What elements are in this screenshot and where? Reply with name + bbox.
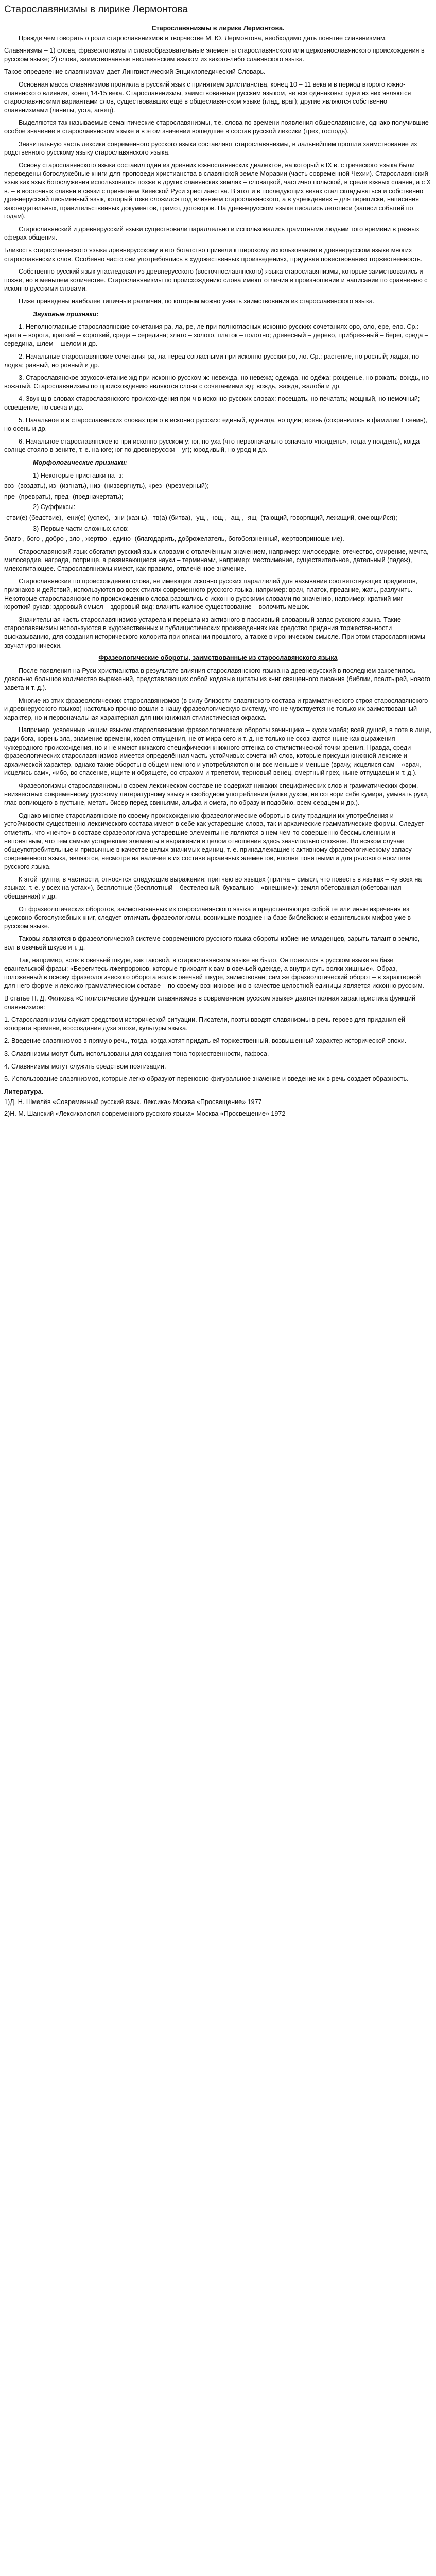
paragraph: Так, например, волк в овечьей шкуре, как таковой, в старославянском языке не было. Он появился в русском языке на базе евангельской фразы: «Берегитесь лжепророков, которые приходят к вам в овечьей одежде, а внутри суть волки хищные». Образ, положенный в основу фразеологического оборота волк в овечьей шкуре, заимствован; сам же фразеологический оборот – в характерной для него форме и лексико-грамматическом составе – по своему возникновению в качестве целостной единицы является исконно русским. [4,956,424,990]
list-item: 4. Славянизмы могут служить средством поэтизации. [4,1062,166,1070]
paragraph: Близость старославянского языка древнерусскому и его богатство привели к широкому использованию в древнерусском языке многих старославянских слов. Особенно часто они употреблялись в художественных произведениях, придавая повествованию торжественность. [4,247,423,263]
paragraph: Старославянский язык обогатил русский язык словами с отвлечённым значением, например: милосердие, отечество, смирение, мечта, милосердие, награда, поприще, а развивающиеся науки – терминами, например: местоимение, существительное, дательный (падеж), млекопитающее. Старославянизмы имеют, как правило, отвлечённое значение. [4,548,429,572]
reference-item: 1)Д. Н. Шмелёв «Современный русский язык. Лексика» Москва «Просвещение» 1977 [4,1098,262,1106]
list-item: 1) Некоторые приставки на -з: [33,471,124,479]
paragraph: Например, усвоенные нашим языком старославянские фразеологические обороты зачинщика – кусок хлеба; всей душой, в поте в лице, ради бога, корень зла, знамение времени, козел отпущения, не от мира сего и т. д. не только не осознаются ныне как выражения чужеродного происхождения, но и не имеют никакого специфически книжного оттенка со стилистической точки зрения. Правда, среди фразеологических старославянизмов имеется определённая часть устойчивых сочетаний слов, которые присущи книжной лексике и архаической характер, однако такие обороты в общем немного и употребляются они все меньше и меньше (врачу, исцелися сам – «врач, исцелись сам», «ибо, во спасение, ищите и обрящете, со страхом и трепетом, терновый венец, смертный грех, ныне отпущаеши и т. д.). [4,726,432,777]
paragraph: Основная масса славянизмов проникла в русский язык с принятием христианства, конец 10 – 11 века и в период второго южно-славянского влияния, конец 14-15 века. Старославянизмы, заимствованные русским языком, не все одинаковы: одни из них являются старославянскими вариантами слов, существовавших ещё в общеславянском языке (глад, враг); другие являются собственно славянизмами (ланиты, уста, агнец). [4,80,411,114]
paragraph: Многие из этих фразеологических старославянизмов (в силу близости славянского состава и грамматического строя старославянского и древнерусского языков) настолько прочно вошли в нашу фразеологическую систему, что не чувствуется не только их заимствованный характер, но и первоначальная характерная для них книжная стилистическая окраска. [4,697,428,721]
paragraph: Старославянские по происхождению слова, не имеющие исконно русских параллелей для называния соответствующих предметов, признаков и действий, используются во всех стилях современного русского языка, например: врач, платок, предание, жать, разлучить. Некоторые старославянские по происхождению слова разошлись с исконно русскими словами по значению, например: краткий миг – короткий рукав; здоровый смысл – здоровый вид; влачить жалкое существование – волочить мешок. [4,578,418,611]
reference-item: 2)Н. М. Шанский «Лексикология современного русского языка» Москва «Просвещение» 1972 [4,1110,286,1117]
paragraph: От фразеологических оборотов, заимствованных из старославянского языка и представляющих собой те или иные изречения из церковно-богослужебных книг, следует отличать фразеологизмы, возникшие позднее на базе библейских и евангельских мифов уже в русском языке. [4,905,411,930]
paragraph: Такое определение славянизмам дает Лингвистический Энциклопедический Словарь. [4,68,266,76]
paragraph: Ниже приведены наиболее типичные различия, по которым можно узнать заимствования из старославянского языка. [19,298,375,306]
section-title-morph-features: Морфологические признаки: [33,459,127,466]
list-item: 2. Введение славянизмов в прямую речь, тогда, когда хотят придать ей торжественный, возвышенный характер исторической эпохи. [4,1037,407,1045]
paragraph: Однако многие старославянские по своему происхождению фразеологические обороты в силу традиции их употребления и устойчивости существенно лексического состава имеют в себе как устаревшие слова, так и архаические грамматические формы. Следует отметить, что «нечто» в составе фразеологизма устаревшие элементы не являются в нем чем-то совершенно бессмысленным и непонятным, что тем самым устаревшие элементы в выражении в целом отношения здесь значительно сложнее. Во всяком случае общеупотребительные и привычные в качестве целых значимых единиц, т. е. принадлежащие к активному фразеологическому запасу современного языка, являются, несмотря на наличие в их составе архаичных элементов, вполне понятными и для рядового носителя русского языка. [4,811,425,871]
list-item: воз- (воздать), из- (изгнать), низ- (низвергнуть), чрез- (чрезмерный); [4,482,209,490]
document-page [0,0,436,1134]
list-item: -стви(е) (бедствие), -ени(е) (успех), -зни (казнь), -тв(а) (битва), -ущ-, -ющ-, -ащ-, -ящ- (тающий, говорящий, лежащий, смеющийся); [4,514,397,521]
list-item: 6. Начальное старославянское ю при исконно русском у: юг, но уха (что первоначально означало «полдень», тогда у полдень), когда солнце стояло в зените, т. е. на юге; юг по-древнерусски – уг); юродивый, но урод и др. [4,437,420,454]
list-item: 3. Славянизмы могут быть использованы для создания тона торжественности, пафоса. [4,1049,269,1057]
list-item: 4. Звук щ в словах старославянского происхождения при ч в исконно русских словах: посещать, но печатать; мощный, но немочный; освещение, но свеча и др. [4,395,420,411]
paragraph: Выделяются так называемые семантические старославянизмы, т.е. слова по времени появления общеславянские, однако получившие особое значение в старославянском языке и в этом значении вошедшие в состав русской лексики (грех, господь). [4,119,429,135]
section-title-phraseology: Фразеологические обороты, заимствованные из старославянского языка [98,654,338,662]
list-item: 2) Суффиксы: [33,503,76,511]
section-title-sound-features: Звуковые признаки: [33,310,99,318]
paragraph: Старославянский и древнерусский языки существовали параллельно и использовались грамотными людьми того времени в разных сферах общения. [4,225,420,242]
list-item: 2. Начальные старославянские сочетания ра, ла перед согласными при исконно русских ро, ло. Ср.: растение, но рослый; ладья, но лодка; равный, но ровный и др. [4,353,420,369]
paragraph: В статье П. Д. Филкова «Стилистические функции славянизмов в современном русском языке» дается полная характеристика функций славянизмов: [4,995,416,1011]
list-item: благо-, бого-, добро-, зло-, жертво-, едино- (благодарить, доброжелатель, богобоязненный, жертвоприношение). [4,535,344,543]
paragraph: Прежде чем говорить о роли старославянизмов в творчестве М. Ю. Лермонтова, необходимо дать понятие славянизмам. [19,34,387,42]
paragraph: Собственно русский язык унаследовал из древнерусского (восточнославянского) языка старославянизмы, которые заимствовались и позже, но в меньшем количестве. Старославянизмы по происхождению слова имеют отличия в произношении и написании по сравнению с исконно русскими словами. [4,268,428,293]
paragraph: К этой группе, в частности, относятся следующие выражения: притчею во языцех (притча – смысл, что повесть в языках – «у всех на языках, т. е. у всех на устах»), бесплотные (бесплотный – бестелесный, буквально – «внешние»); земля обетованная (обетованная – обещанная) и др. [4,875,422,901]
paragraph: Значительная часть старославянизмов устарела и перешла из активного в пассивный словарный запас русского языка. Такие старославянизмы используются в художественных и публицистических произведениях как средство придания торжественности высказыванию, для создания исторического колорита при описании прошлого, а также в ироническом смысле. При этом старославянизмы звучат иронически. [4,616,426,649]
list-item: 5. Использование славянизмов, которые легко образуют переносно-фигуральное значение и введение их в речь создает образность. [4,1075,409,1083]
list-item: 5. Начальное е в старославянских словах при о в исконно русских: единый, единица, но один; есень (сохранилось в фамилии Есенин), но осень и др. [4,416,428,433]
article-subtitle: Старославянизмы в лирике Лермонтова. [151,25,285,32]
list-item: 3) Первые части сложных слов: [33,524,129,532]
list-item: пре- (преврать), пред- (предначертать); [4,493,124,500]
list-item: 3. Старославянское звукосочетание жд при исконно русском ж: невежда, но невежа; одежда, но одёжа; рожденье, но рожать; вождь, но вожатый. Старославянизмы по происхождению являются слова с сочетаниями жд: вождь, жажда, жалоба и др. [4,374,429,390]
paragraph: Таковы являются в фразеологической системе современного русского языка обороты избиение младенцев, зарыть талант в землю, вол в овечьей шкуре и т. д. [4,935,420,952]
list-item: 1. Неполногласные старославянские сочетания ра, ла, ре, ле при полногласных исконно русских сочетаниях оро, оло, ере, ело. Ср.: врата – ворота, краткий – короткий, среда – середина; злато – золото, платок – полотно; древесный – дерево, прибреж-ный – берег, среда – середина, шлем – шелом и др. [4,323,428,348]
paragraph: После появления на Руси христианства в результате влияния старославянского языка на древнерусский в последнем закрепилось довольно большое количество выражений, представляющих собой кодовые цитаты из книг священного писания (библии, псалтырей, нового завета и т. д.). [4,667,430,691]
paragraph: Славянизмы – 1) слова, фразеологизмы и словообразовательные элементы старославянского или церковнославянского происхождения в русском языке; 2) слова, заимствованные неславянским языком из какого-либо славянского языка. [4,47,425,63]
literature-title: Литература. [4,1088,43,1095]
paragraph: Фразеологизмы-старославянизмы в своем лексическом составе не содержат никаких специфических слов и грамматических форм, неизвестных современному русскому литературному языку в свободном употреблении (ниже духом, не сотвори себе кумира, умывать руки, глас вопиющего в пустыне, метать бисер перед свиньями, альфа и омега, по образу и подобию, всем сердцем и др.). [4,782,429,807]
paragraph: Основу старославянского языка составил один из древних южнославянских диалектов, на который в IX в. с греческого языка были переведены богослужебные книги для проповеди христианства в славянской земле Моравии (часть современной Чехии). Старославянский язык как язык богослужения использовался позже в других славянских землях – словацкой, частично польской, в среде южных славян, а с X в. – в восточных славян в связи с принятием Киевской Руси христианства. В этот и в последующих веках стал складываться и собственно древнерусский письменный язык, который тоже сложился под влиянием старославянского, а в учреждениях – для переписки, написания законодательных, правительственных документов, грамот, договоров. На древнерусском языке писались летописи (записи событий по годам). [4,161,431,221]
page-title: Старославянизмы в лирике Лермонтова [4,3,432,19]
list-item: 1. Старославянизмы служат средством исторической ситуации. Писатели, поэты вводят славянизмы в речь героев для придания ей колорита времени, воссоздания духа эпохи, культуры языка. [4,1016,405,1032]
paragraph: Значительную часть лексики современного русского языка составляют старославянизмы, в дальнейшем прошли заимствование из родственного русскому языку старославянского языка. [4,140,417,157]
